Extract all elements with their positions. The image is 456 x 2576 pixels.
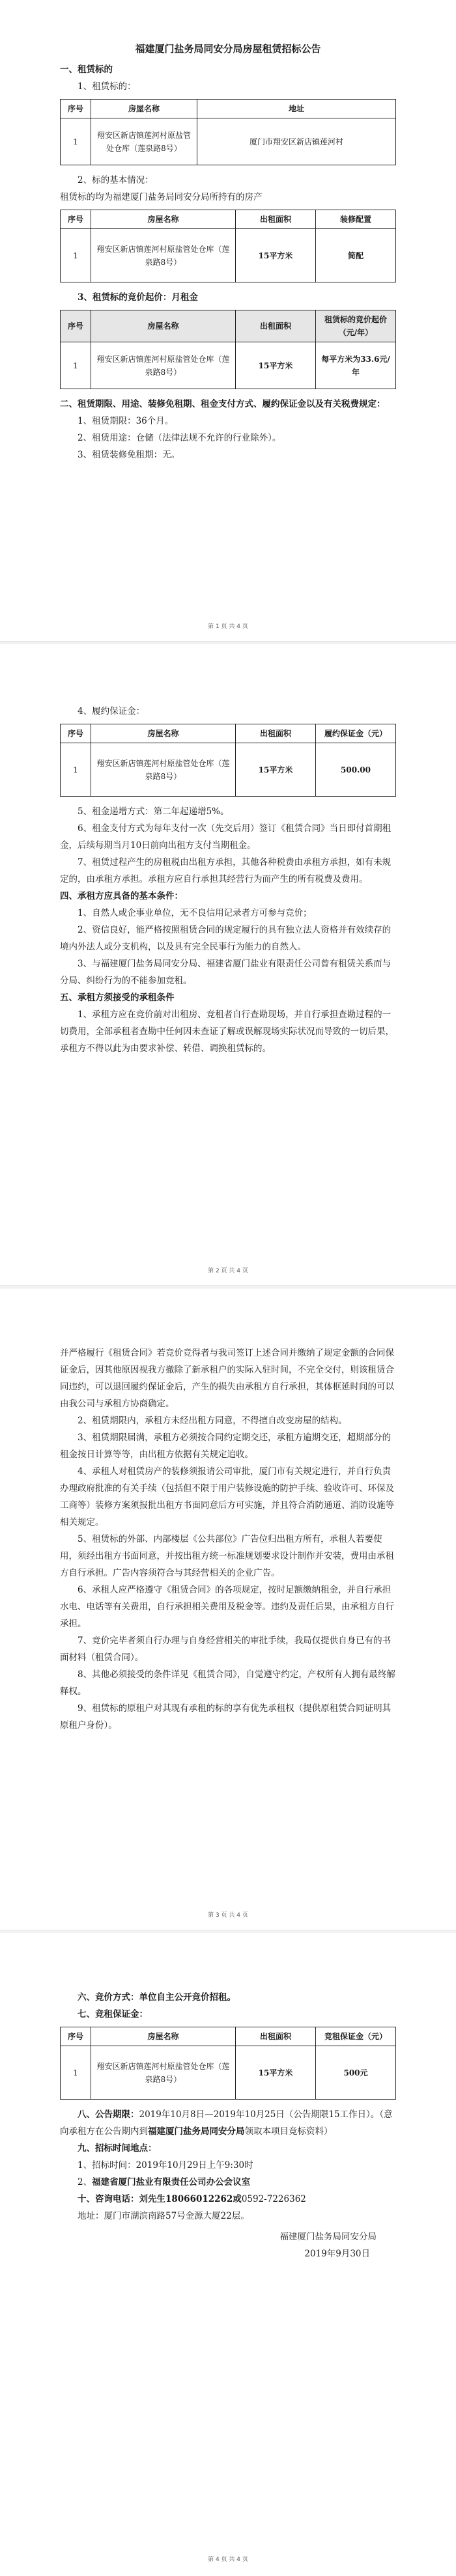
section-5-item-1: 1、承租方应在竞价前对出租房、竞租者自行查勘现场，并自行承担查勘过程的一切费用，全部承租者查勘中任何因未查证了解或误解现场实际状况而导致的一切后果，承租方不得以此为由要求补偿、转借、调换租赁标的。 (60, 1009, 394, 1054)
section-9-item-2 (60, 2174, 396, 2191)
table-2-h-name: 房屋名称 (91, 210, 236, 229)
section-8-org: 福建厦门盐务局同安分局 (148, 2126, 245, 2137)
subitem-2-note: 租赁标的均为福建厦门盐务局同安分局所持有的房产 (60, 192, 263, 202)
section-5-item-2: 2、租赁期限内，承租方未经出租方同意，不得擅自改变房屋的结构。 (78, 1416, 347, 1426)
section-1-heading: 一、租赁标的 (60, 64, 113, 75)
table-2-h-deco: 装修配置 (316, 210, 396, 229)
subitem-3: 3、租赁标的竞价起价：月租金 (78, 292, 198, 303)
section-4-item-3: 3、与福建厦门盐务局同安分局、福建省厦门盐业有限责任公司曾有租赁关系而与分局、纠纷行为的不能参加竞租。 (60, 959, 392, 986)
subitem-1: 1、租赁标的： (78, 81, 136, 92)
table-5-area: 15平方米 (236, 2046, 316, 2100)
subitem-2: 2、标的基本情况： (78, 175, 154, 185)
page-footer: 第 2 页 共 4 页 (208, 1268, 248, 1274)
table-1 (60, 99, 396, 165)
table-2-h-no: 序号 (61, 210, 91, 229)
table-1-h-name: 房屋名称 (91, 100, 197, 118)
section-5-item-7: 7、竞价完毕者须自行办理与自身经营相关的审批手续，我局仅提供自身已有的书面材料（租赁合同）。 (60, 1636, 392, 1663)
table-2 (60, 210, 396, 282)
signature-date: 2019年9月30日 (304, 2249, 370, 2259)
section-5-heading: 五、承租方须接受的承租条件 (60, 993, 175, 1003)
table-2-deco: 简配 (316, 229, 396, 282)
page-1-content (60, 40, 396, 463)
section-5-item-9: 9、租赁标的原租户对其现有承租的标的享有优先承租权（提供原租赁合同证明其原租户身份）。 (60, 1703, 392, 1731)
table-1-addr: 厦门市翔安区新店镇莲河村 (197, 118, 396, 165)
table-5-h-no: 序号 (61, 2027, 91, 2046)
section-4-item-1: 1、自然人或企事业单位，无不良信用记录者方可参与竞价； (78, 908, 312, 918)
section-4-item-2: 2、资信良好，能严格按照租赁合同的规定履行的具有独立法人资格并有效续存的境内外法人或分支机构，以及具有完全民事行为能力的自然人。 (60, 925, 392, 952)
section-10-phone: 18066012262或 (165, 2194, 242, 2204)
table-4-h-dep: 履约保证金（元） (316, 724, 396, 743)
table-5-h-area: 出租面积 (236, 2027, 316, 2046)
section-9-item-2-num: 2、 (78, 2177, 93, 2187)
table-4-h-no: 序号 (61, 724, 91, 743)
page-2-content (60, 703, 396, 1057)
table-3-name: 翔安区新店镇莲河村原盐管处仓库（莲泉路8号） (91, 342, 236, 389)
page-4-content (60, 1989, 396, 2262)
section-5-item-3: 3、租赁期限届满，承租方必须按合同约定期交还，承租方逾期交还，超期部分的租金按日计算等等，由出租方依据有关规定追收。 (60, 1432, 392, 1460)
section-2-heading: 二、租赁期限、用途、装修免租期、租金支付方式、履约保证金以及有关税费规定： (60, 399, 386, 409)
table-4-area: 15平方米 (236, 743, 316, 797)
section-5-item-1-cont: 并严格履行《租赁合同》若竞价竞得者与我司签订上述合同并缴纳了规定金额的合同保证金后，因其他原因视我方撤除了新承租户的实际入驻时间，不完全交付，则该租赁合同违约，可以退回履约保证金后，产生的损失由承租方自行承担，其体框延时间的可以由我公司与承租方协商确定。 (60, 1348, 394, 1409)
table-5-header-row (61, 2027, 396, 2046)
table-3-h-name: 房屋名称 (91, 310, 236, 342)
table-3-h-price: 租赁标的竞价起价（元/年） (316, 310, 396, 342)
page-footer: 第 1 页 共 4 页 (208, 623, 248, 630)
table-2-no: 1 (61, 229, 91, 282)
table-1-h-no: 序号 (61, 100, 91, 118)
table-row (61, 229, 396, 282)
section-5-item-5: 5、租赁标的外部、内部楼层《公共部位》广告位归出租方所有，承租人若要使用，须经出租方书面同意，并按出租方统一标准规划要求设计制作并安装，费用由承租方自行承担。广告内容须符合与其经营相关的企业广告。 (60, 1534, 394, 1578)
doc-title: 福建厦门盐务局同安分局房屋租赁招标公告 (135, 43, 321, 55)
table-2-h-area: 出租面积 (236, 210, 316, 229)
table-2-header-row (61, 210, 396, 229)
section-5-item-4: 4、承租人对租赁房产的装修须报请公司审批，厦门市有关规定进行，并自行负责办理政府批准的有关手续（包括但不限于用户装修设施的防护手续、验收许可、环保及工商等）装修方案须报批出租方书面同意后方可实施，并且符合消防通道、消防设施等相关规定。 (60, 1466, 394, 1528)
section-2-item-6: 6、租金支付方式为每年支付一次（先交后用）签订《租赁合同》当日即付首期租金，后续每期当月10日前向出租方支付当期租金。 (60, 823, 392, 851)
table-row (61, 2046, 396, 2100)
table-2-name: 翔安区新店镇莲河村原盐管处仓库（莲泉路8号） (91, 229, 236, 282)
table-row (61, 342, 396, 389)
table-3-no: 1 (61, 342, 91, 389)
table-4-name: 翔安区新店镇莲河村原盐管处仓库（莲泉路8号） (91, 743, 236, 797)
section-8 (60, 2106, 396, 2140)
table-3-price: 每平方米为33.6元/年 (316, 342, 396, 389)
section-2-item-2: 2、租赁用途：仓储（法律法规不允许的行业除外）。 (78, 433, 281, 443)
section-2-item-1: 1、租赁期限：36个月。 (78, 416, 174, 426)
table-3-area: 15平方米 (236, 342, 316, 389)
section-8-lead: 八、公告期限： (78, 2109, 139, 2120)
section-6-heading: 六、竞价方式：单位自主公开竞价招租。 (78, 1992, 236, 2003)
table-5-no: 1 (61, 2046, 91, 2100)
section-7-heading: 七、竞租保证金： (78, 2009, 148, 2020)
section-9-item-1: 1、招标时间：2019年10月29日上午9:30时 (78, 2160, 253, 2171)
section-2-item-3: 3、租赁装修免租期：无。 (78, 450, 180, 460)
table-3-h-area: 出租面积 (236, 310, 316, 342)
table-4-h-name: 房屋名称 (91, 724, 236, 743)
table-1-header-row (61, 100, 396, 118)
table-2-area: 15平方米 (236, 229, 316, 282)
table-row (61, 743, 396, 797)
section-9-item-2-place: 福建省厦门盐业有限责任公司办公会议室 (92, 2177, 251, 2187)
section-4-heading: 四、承租方应具备的基本条件： (60, 891, 183, 901)
table-5-name: 翔安区新店镇莲河村原盐管处仓库（莲泉路8号） (91, 2046, 236, 2100)
table-4-no: 1 (61, 743, 91, 797)
page-footer: 第 4 页 共 4 页 (208, 2556, 248, 2563)
table-3 (60, 310, 396, 389)
table-5 (60, 2027, 396, 2100)
table-1-name: 翔安区新店镇莲河村原盐管处仓库（莲泉路8号） (91, 118, 197, 165)
table-4-h-area: 出租面积 (236, 724, 316, 743)
table-5-dep: 500元 (316, 2046, 396, 2100)
section-8-tail: 领取本项目竞标资料） (244, 2126, 333, 2137)
section-5-item-6: 6、承租人应严格遵守《租赁合同》的各项规定，按时足额缴纳租金，并自行承担水电、电话等有关费用，自行承担相关费用及税金等。违约及责任后果，由承租方自行承担。 (60, 1585, 394, 1629)
section-10 (60, 2191, 396, 2208)
table-4-dep: 500.00 (316, 743, 396, 797)
table-4 (60, 724, 396, 797)
section-10-lead: 十、咨询电话：刘先生 (78, 2194, 165, 2204)
section-8-text: 2019年10月8日—2019年10月25日（公告期限15工作日）。（意向承租方在公告期内到 (60, 2109, 393, 2137)
section-5-item-8: 8、其他必须接受的条件详见《租赁合同》，自觉遵守约定，产权所有人拥有最终解释权。 (60, 1669, 395, 1697)
table-5-h-dep: 竞租保证金（元） (316, 2027, 396, 2046)
section-2-item-7: 7、租赁过程产生的房租税由出租方承担，其他各种税费由承租方承担，如有未规定的，由承租方承担。承租方应自行承担其经营行为而产生的所有税费及费用。 (60, 857, 392, 884)
page-3-content (60, 1345, 396, 1734)
signature-org: 福建厦门盐务局同安分局 (279, 2232, 377, 2242)
table-3-h-no: 序号 (61, 310, 91, 342)
page-footer: 第 3 页 共 4 页 (208, 1912, 248, 1919)
table-4-header-row (61, 724, 396, 743)
section-10-addr: 地址：厦门市湖滨南路57号金源大厦22层。 (78, 2211, 249, 2221)
table-1-no: 1 (61, 118, 91, 165)
section-9-heading: 九、招标时间地点： (78, 2143, 157, 2154)
section-2-item-5: 5、租金递增方式：第二年起递增5%。 (78, 806, 229, 817)
table-5-h-name: 房屋名称 (91, 2027, 236, 2046)
section-2-item-4: 4、履约保证金： (78, 706, 145, 717)
section-10-phone2: 0592-7226362 (241, 2194, 306, 2204)
table-3-header-row (61, 310, 396, 342)
table-1-h-addr: 地址 (197, 100, 396, 118)
table-row (61, 118, 396, 165)
